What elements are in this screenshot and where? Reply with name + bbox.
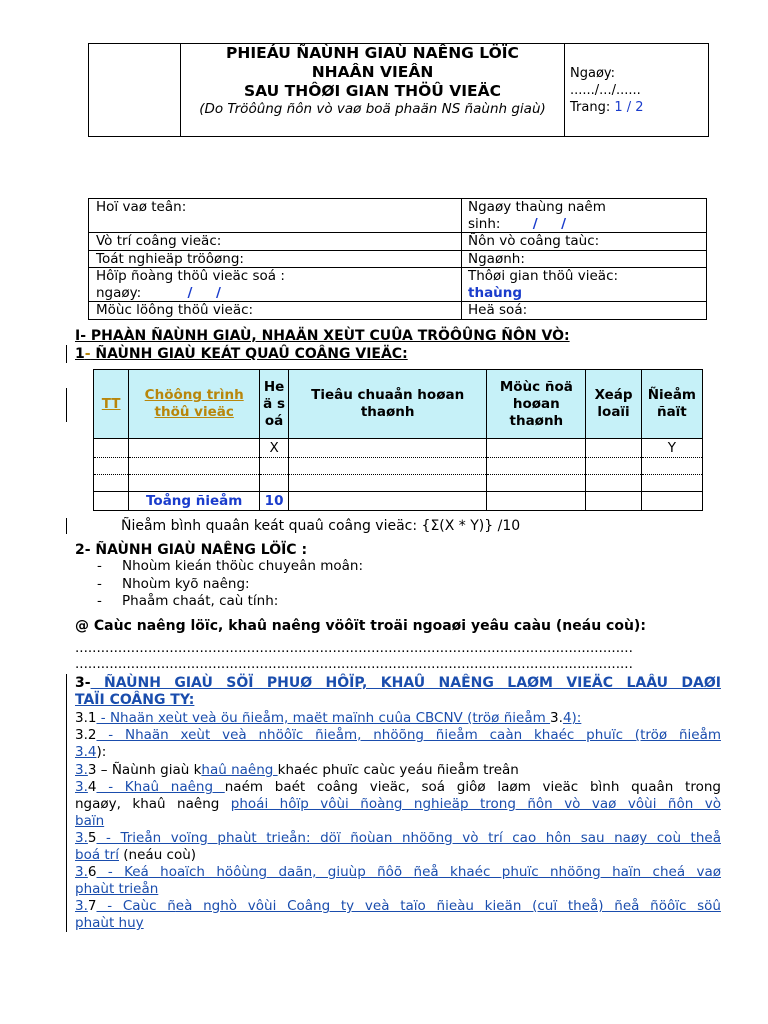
results-table: [93, 369, 703, 511]
col-coef: Heä soá: [260, 370, 289, 439]
form-subtitle: (Do Tröôûng ñôn vò vaø boä phaän NS ñaùnh giaù): [199, 101, 546, 117]
col-score: Ñieåm ñaït: [641, 370, 702, 439]
col-rank: Xeáp loaïi: [586, 370, 641, 439]
header-box: [88, 43, 709, 137]
table-row: [94, 439, 703, 458]
item-3-1: 3.1 - Nhaän xeùt veà öu ñieåm, maët maïnh cuûa CBCNV (tröø ñieåm 3.4):: [75, 710, 582, 726]
item-3-4: 3.4 - Khaû naêng naém baét coâng vieäc, soá giôø laøm vieäc bình quaân trong ngaøy, khaû naêng phoái hôïp vôùi ñoàng nghieäp trong ñôn vò vaø vôùi ñôn vò baïn: [75, 779, 721, 829]
logo-cell: [89, 44, 181, 137]
list-item: - Nhoùm kyõ naêng:: [97, 575, 250, 592]
page-label: Trang:: [570, 99, 611, 115]
y-mark: Y: [667, 440, 676, 456]
item-3-5: 3.5 - Trieån voïng phaùt trieån: döï ñoùan nhöõng vò trí cao hôn sau naøy coù theå boá trí (neáu coù): [75, 830, 721, 863]
margin-bar: [66, 388, 67, 422]
section1-sub1: [75, 345, 408, 363]
total-value: 10: [264, 493, 284, 509]
employee-info-table: [88, 198, 707, 320]
coef-label: Heä soá:: [468, 302, 528, 318]
item-3-6: 3.6 - Keá hoaïch höôùng daãn, giuùp ñôõ ñeå khaéc phuïc nhöõng haïn cheá vaø phaùt trieån: [75, 864, 721, 897]
page-number: 1 / 2: [614, 99, 644, 115]
sub1-dash: -: [84, 346, 91, 362]
item-3-7: 3.7 - Caùc ñeà nghò vôùi Coâng ty veà taïo ñieàu kieän (cuï theå) ñeå ñöôïc söû phaùt huy: [75, 898, 721, 931]
competency-list: [97, 558, 363, 611]
contract-date-label: ngaøy:: [96, 284, 142, 301]
title-cell: [181, 44, 565, 137]
form-title-line1: PHIEÁU ÑAÙNH GIAÙ NAÊNG LÖÏC: [226, 44, 519, 62]
section2-heading: 2- ÑAÙNH GIAÙ NAÊNG LÖÏC :: [75, 542, 308, 558]
contract-label: Hôïp ñoàng thöû vieäc soá :: [96, 268, 285, 284]
margin-bar: [66, 674, 67, 932]
date-value: ....../.../......: [570, 82, 641, 98]
col-program: Chöông trình thöû vieäc: [129, 370, 260, 439]
name-label: Hoï vaø teân:: [96, 199, 187, 215]
skills-heading: @ Caùc naêng löïc, khaû naêng vöôït troäi ngoaøi yeâu caàu (neáu coù):: [75, 618, 646, 634]
margin-bar: [66, 345, 67, 363]
list-item: - Phaåm chaát, caù tính:: [97, 593, 279, 609]
item-3-2: 3.2 - Nhaän xeùt veà nhöôïc ñieåm, nhöõng ñieåm caàn khaéc phuïc (tröø ñieåm 3.4):: [75, 727, 721, 760]
form-title-line2: NHAÂN VIEÂN: [311, 63, 434, 81]
col-criteria: Tieâu chuaån hoøan thaønh: [289, 370, 487, 439]
x-mark: X: [269, 440, 279, 456]
margin-bar: [66, 518, 67, 534]
dob-label: Ngaøy thaùng naêm: [468, 199, 606, 215]
table-row: [94, 475, 703, 492]
contract-slashes: / /: [187, 284, 221, 301]
dotted-line: ..................................................................................................................................: [75, 656, 633, 672]
meta-cell: [565, 44, 709, 137]
major-label: Ngaønh:: [468, 250, 525, 267]
list-item: - Nhoùm kieán thöùc chuyeân moân:: [97, 558, 364, 574]
item-3-3: 3.3 – Ñaùnh giaù khaû naêng khaéc phuïc caùc yeáu ñieåm treân: [75, 762, 519, 778]
table-row: [94, 458, 703, 475]
form-title-line3: SAU THÔØI GIAN THÖÛ VIEÄC: [243, 82, 501, 100]
sub1-text: ÑAÙNH GIAÙ KEÁT QUAÛ COÂNG VIEÄC:: [90, 346, 408, 362]
col-tt: TT: [94, 370, 129, 439]
section1-heading: I- PHAÀN ÑAÙNH GIAÙ, NHAÄN XEÙT CUÛA TRÖÔÛNG ÑÔN VÒ:: [75, 328, 570, 344]
col-completion: Möùc ñoä hoøan thaønh: [487, 370, 586, 439]
average-formula: Ñieåm bình quaân keát quaû coâng vieäc: {Σ(X * Y)} /10: [121, 518, 521, 534]
dob-slashes: / /: [532, 215, 567, 232]
sub1-number: 1: [75, 346, 85, 362]
dotted-line: ..................................................................................................................................: [75, 640, 633, 656]
total-row: [94, 492, 703, 511]
unit-label: Ñôn vò coâng taùc:: [468, 233, 600, 249]
graduated-label: Toát nghieäp tröôøng:: [96, 250, 244, 267]
date-label: Ngaøy:: [570, 65, 616, 81]
total-label: Toång ñieåm: [146, 493, 243, 509]
salary-label: Möùc löông thöû vieäc:: [96, 302, 254, 318]
probation-label: Thôøi gian thöû vieäc:: [468, 268, 619, 284]
dob-value: sinh:: [468, 215, 501, 232]
section3-heading: 3- ÑAÙNH GIAÙ SÖÏ PHUØ HÔÏP, KHAÛ NAÊNG LAØM VIEÄC LAÂU DAØI TAÏI COÂNG TY:: [75, 675, 721, 708]
probation-unit: thaùng: [468, 284, 523, 301]
position-label: Vò trí coâng vieäc:: [96, 233, 222, 249]
